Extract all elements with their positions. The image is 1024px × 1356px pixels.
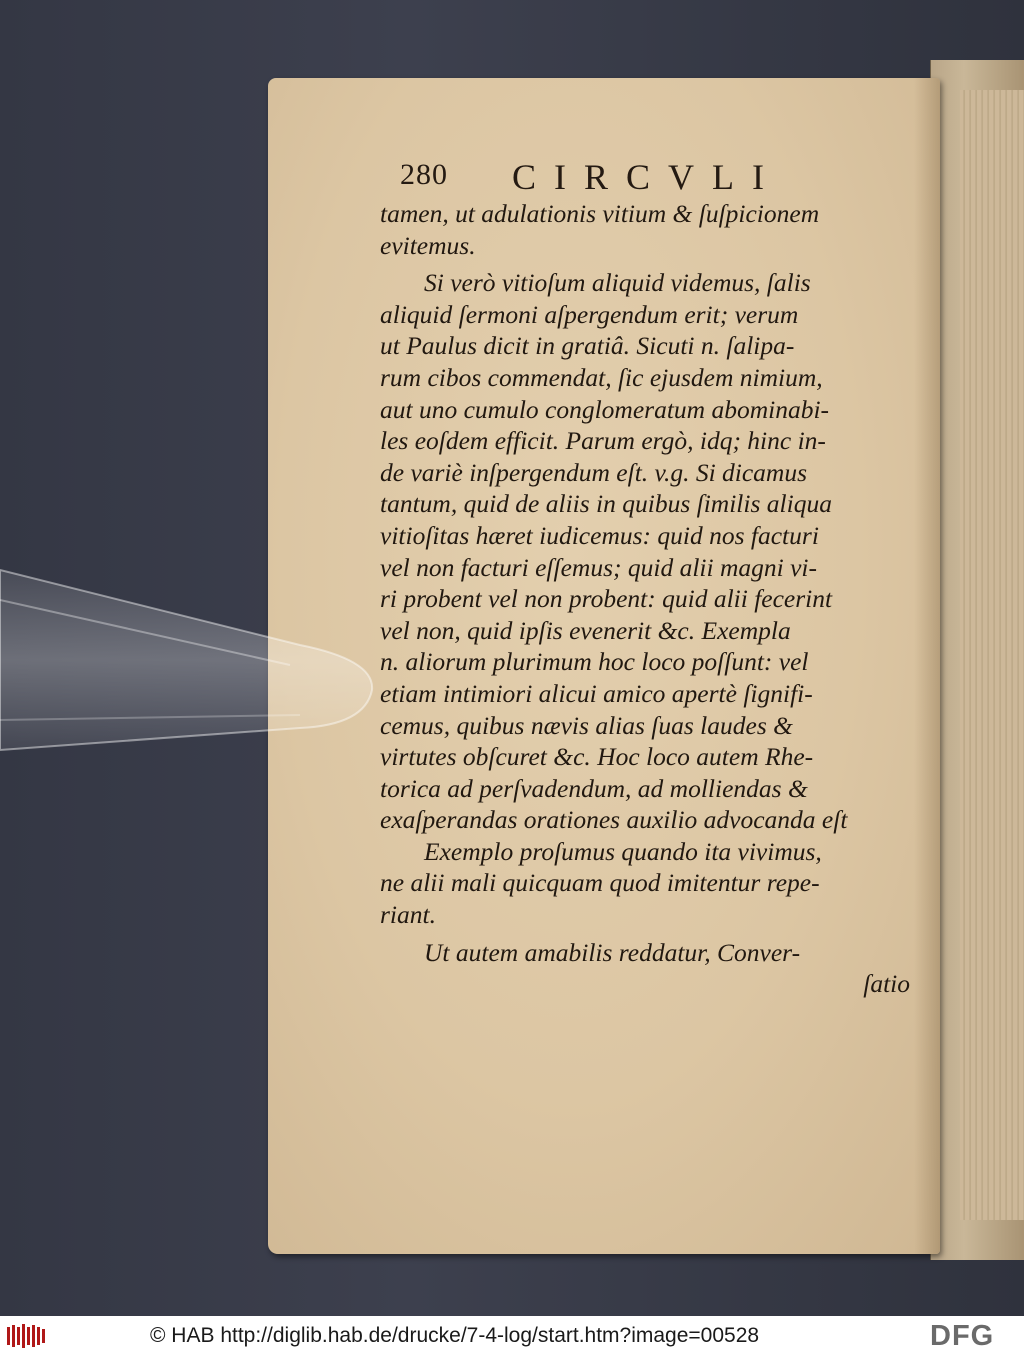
text-line: ne alii mali quicquam quod imitentur repe- — [380, 868, 820, 898]
body-text — [380, 198, 910, 1000]
next-page-edge — [960, 90, 1024, 1220]
text-line: de variè inſpergendum eſt. v.g. Si dicamus — [380, 457, 808, 487]
text-line: vel non facturi eſſemus; quid alii magni vi- — [380, 552, 817, 582]
transparent-ruler — [0, 560, 380, 760]
text-line: vitioſitas hæret iudicemus: quid nos facturi — [380, 520, 819, 550]
text-line: aut uno cumulo conglomeratum abominabi- — [380, 394, 830, 424]
text-line: rum cibos commendat, ſic ejusdem nimium, — [380, 362, 823, 392]
catchword: ſatio — [863, 969, 910, 999]
text-line: n. aliorum plurimum hoc loco poſſunt: vel — [380, 647, 809, 677]
page-header — [400, 156, 920, 200]
text-line: virtutes obſcuret &c. Hoc loco autem Rhe- — [380, 742, 814, 772]
footer-bar — [0, 1316, 1024, 1356]
text-line: cemus, quibus nævis alias ſuas laudes & — [380, 710, 793, 740]
text-line: riant. — [380, 900, 436, 930]
library-logo-icon — [6, 1323, 46, 1349]
text-line: aliquid ſermoni aſpergendum erit; verum — [380, 299, 799, 329]
text-line: Exemplo proſumus quando ita vivimus, — [424, 836, 822, 866]
text-line: tamen, ut adulationis vitium & ſuſpicionem — [380, 199, 820, 228]
text-line: ri probent vel non probent: quid alii fecerint — [380, 584, 833, 614]
copyright-url: © HAB http://diglib.hab.de/drucke/7-4-log/start.htm?image=00528 — [150, 1324, 760, 1347]
text-line: Ut autem amabilis reddatur, Conver- — [424, 937, 801, 967]
running-head: CIRCVLI — [512, 157, 782, 197]
text-line: tantum, quid de aliis in quibus ſimilis aliqua — [380, 489, 832, 519]
page-number: 280 — [400, 158, 448, 191]
text-line: evitemus. — [380, 230, 476, 260]
text-line: ut Paulus dicit in gratiâ. Sicuti n. ſalipa- — [380, 331, 795, 361]
dfg-logo: DFG — [930, 1320, 995, 1352]
text-line: Si verò vitioſum aliquid videmus, ſalis — [424, 268, 811, 298]
text-line: etiam intimiori alicui amico apertè ſignifi- — [380, 678, 813, 708]
text-line: vel non, quid ipſis evenerit &c. Exempla — [380, 615, 791, 645]
text-line: les eoſdem efficit. Parum ergò, idq; hinc in- — [380, 426, 826, 456]
text-line: torica ad perſvadendum, ad molliendas & — [380, 773, 808, 803]
text-line: exaſperandas orationes auxilio advocanda eſt — [380, 805, 848, 835]
